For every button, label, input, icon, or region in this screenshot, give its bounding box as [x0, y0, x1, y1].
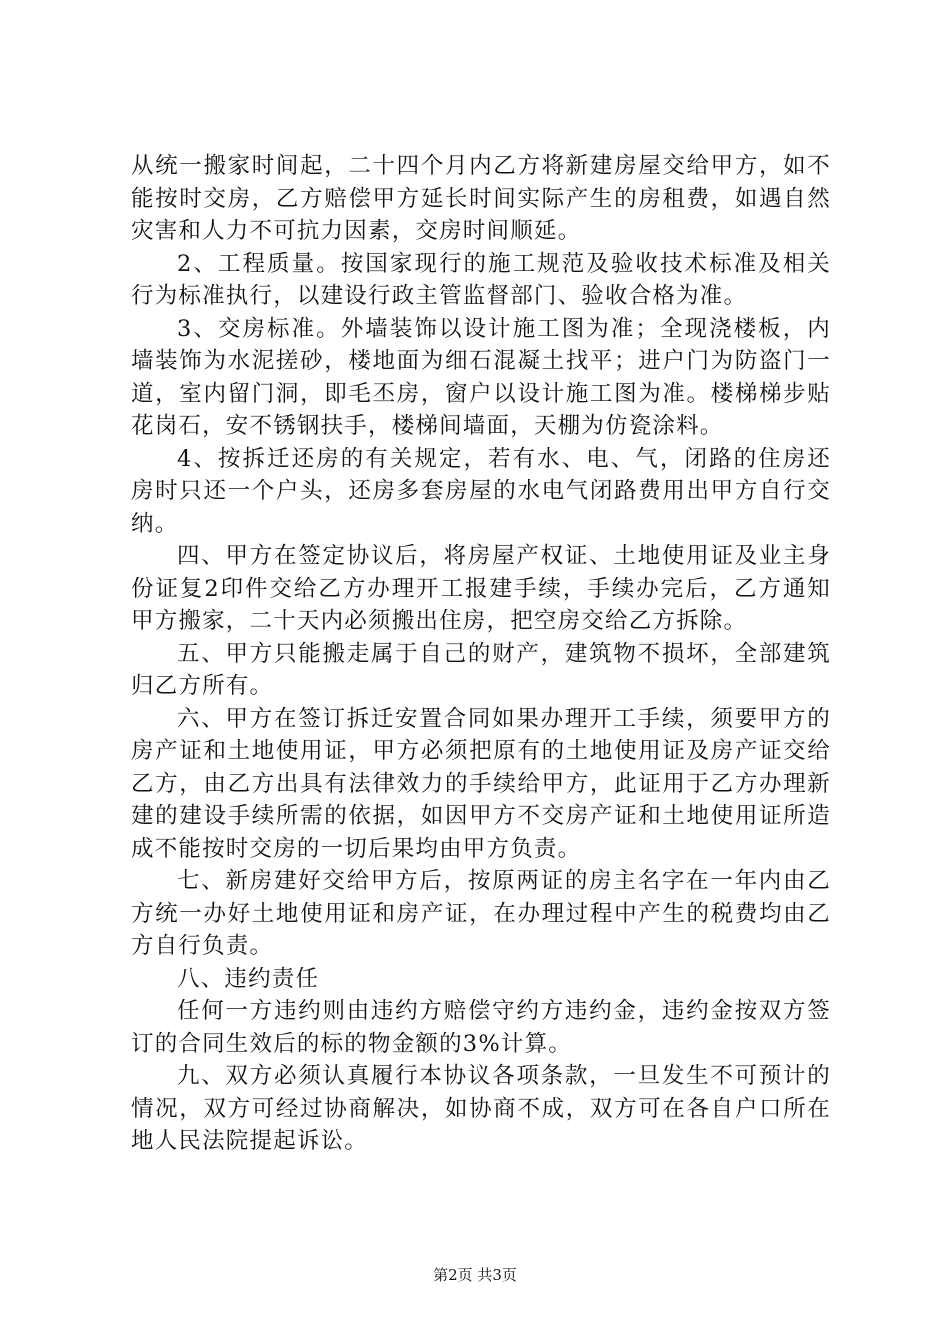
- paragraph-clause-five: 五、甲方只能搬走属于自己的财产，建筑物不损坏，全部建筑归乙方所有。: [131, 640, 831, 699]
- paragraph-clause-four: 四、甲方在签定协议后，将房屋产权证、土地使用证及业主身份证复2印件交给乙方办理开工报建手续，手续办完后，乙方通知甲方搬家，二十天内必须搬出住房，把空房交给乙方拆除。: [131, 543, 831, 634]
- paragraph-clause-six: 六、甲方在签订拆迁安置合同如果办理开工手续，须要甲方的房产证和土地使用证，甲方必须把原有的土地使用证及房产证交给乙方，由乙方出具有法律效力的手续给甲方，此证用于乙方办理新建的建设手续所需的依据，如因甲方不交房产证和土地使用证所造成不能按时交房的一切后果均由甲方负责。: [131, 705, 831, 862]
- paragraph-delivery-time: 从统一搬家时间起，二十四个月内乙方将新建房屋交给甲方，如不能按时交房，乙方赔偿甲方延长时间实际产生的房租费，如遇自然灾害和人力不可抗力因素，交房时间顺延。: [131, 153, 831, 244]
- paragraph-delivery-standard: 3、交房标准。外墙装饰以设计施工图为准；全现浇楼板，内墙装饰为水泥搓砂，楼地面为细石混凝土找平；进户门为防盗门一道，室内留门洞，即毛丕房，窗户以设计施工图为准。楼梯梯步贴花岗石，安不锈钢扶手，楼梯间墙面，天棚为仿瓷涂料。: [131, 315, 831, 439]
- paragraph-engineering-quality: 2、工程质量。按国家现行的施工规范及验收技术标准及相关行为标准执行，以建设行政主管监督部门、验收合格为准。: [131, 250, 831, 309]
- document-body: [131, 150, 831, 1158]
- paragraph-clause-seven: 七、新房建好交给甲方后，按原两证的房主名字在一年内由乙方统一办好土地使用证和房产证，在办理过程中产生的税费均由乙方自行负责。: [131, 868, 831, 959]
- page-number-footer: 第2页 共3页: [433, 1266, 517, 1284]
- paragraph-utilities: 4、按拆迁还房的有关规定，若有水、电、气，闭路的住房还房时只还一个户头，还房多套房屋的水电气闭路费用出甲方自行交纳。: [131, 445, 831, 537]
- paragraph-breach-liability: 任何一方违约则由违约方赔偿守约方违约金，违约金按双方签订的合同生效后的标的物金额的3%计算。: [131, 998, 831, 1057]
- paragraph-clause-nine: 九、双方必须认真履行本协议各项条款，一旦发生不可预计的情况，双方可经过协商解决，如协商不成，双方可在各自户口所在地人民法院提起诉讼。: [131, 1063, 831, 1154]
- paragraph-clause-eight-heading: 八、违约责任: [177, 965, 320, 992]
